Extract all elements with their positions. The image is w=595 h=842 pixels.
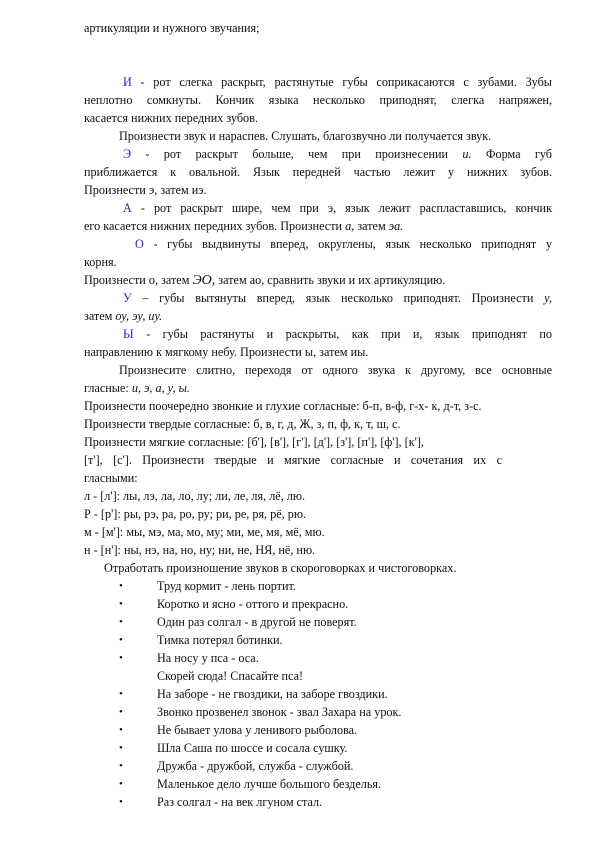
consonants-line-3: Произнести мягкие согласные: [б'], [в'], [г'], [д'], [з'], [п'], [ф'], [к'], xyxy=(84,435,424,449)
list-item: Труд кормит - лень портит. xyxy=(157,579,296,593)
vowel-u-line-1: У – губы вытянуты вперед, язык несколько приподнят. Произнести у, xyxy=(123,291,552,305)
vowel-letter-u: У xyxy=(123,291,132,305)
vowel-i-line-2: неплотно сомкнуты. Кончик языка несколько приподнят, слегка напряжен, xyxy=(84,93,552,107)
bullet-icon: • xyxy=(119,652,123,664)
bullet-icon: • xyxy=(119,706,123,718)
syllable-row: н - [н']: ны, нэ, на, но, ну; ни, не, НЯ, нё, ню. xyxy=(84,543,316,557)
vowel-a-line-1: А - рот раскрыт шире, чем при э, язык лежит распластавшись, кончик xyxy=(123,201,552,215)
consonants-line-2: Произнести твердые согласные: б, в, г, д, Ж, з, п, ф, к, т, ш, с. xyxy=(84,417,401,431)
bullet-icon: • xyxy=(119,742,123,754)
bullet-icon: • xyxy=(119,778,123,790)
vowel-e-line-2: приближается к овальной. Язык передней частью лежит у нижних зубов. xyxy=(84,165,552,179)
list-item: Не бывает улова у ленивого рыболова. xyxy=(157,723,358,737)
vowel-letter-i: И xyxy=(123,75,132,89)
vowel-i-line-3: касается нижних передних зубов. xyxy=(84,111,258,125)
bullet-icon: • xyxy=(119,580,123,592)
vowel-y-line-2: направлению к мягкому небу. Произнести ы, затем иы. xyxy=(84,345,369,359)
bullet-icon: • xyxy=(119,796,123,808)
vowel-i-line-1: И - рот слегка раскрыт, растянутые губы соприкасаются с зубами. Зубы xyxy=(123,75,552,89)
bullet-icon: • xyxy=(119,688,123,700)
practice-intro: Отработать произношение звуков в скороговорках и чистоговорках. xyxy=(104,561,457,575)
consonants-line-5: гласными: xyxy=(84,471,138,485)
vowel-y-line-1: Ы - губы растянуты и раскрыты, как при и, язык приподнят по xyxy=(123,327,552,341)
list-item: Дружба - дружбой, служба - службой. xyxy=(157,759,354,773)
bullet-icon: • xyxy=(119,616,123,628)
list-item: Один раз солгал - в другой не поверят. xyxy=(157,615,357,629)
vowel-letter-y: Ы xyxy=(123,327,134,341)
vowel-o-line-2: корня. xyxy=(84,255,117,269)
bullet-icon: • xyxy=(119,724,123,736)
list-item-continuation: Скорей сюда! Спасайте пса! xyxy=(157,669,304,683)
vowel-o-line-3: Произнести о, затем ЭО, затем ао, сравнить звуки и их артикуляцию. xyxy=(84,273,446,288)
vowel-o-line-1: О - губы выдвинуты вперед, округлены, язык несколько приподнят у xyxy=(135,237,552,251)
smooth-line-2: гласные: и, э, а, у, ы. xyxy=(84,381,190,395)
consonants-line-1: Произнести поочередно звонкие и глухие согласные: б-п, в-ф, г-х- к, д-т, з-с. xyxy=(84,399,482,413)
vowel-e-line-3: Произнести э, затем иэ. xyxy=(84,183,207,197)
list-item: На носу у пса - оса. xyxy=(157,651,259,665)
list-item: Коротко и ясно - оттого и прекрасно. xyxy=(157,597,349,611)
vowel-i-line-4: Произнести звук и нараспев. Слушать, благозвучно ли получается звук. xyxy=(119,129,492,143)
header-fragment: артикуляции и нужного звучания; xyxy=(84,21,260,35)
list-item: Шла Саша по шоссе и сосала сушку. xyxy=(157,741,348,755)
vowel-a-line-2: его касается нижних передних зубов. Произнести а, затем эа. xyxy=(84,219,404,233)
syllable-row: м - [м']: мы, мэ, ма, мо, му; ми, ме, мя, мё, мю. xyxy=(84,525,325,539)
list-item: Раз солгал - на век лгуном стал. xyxy=(157,795,323,809)
vowel-letter-a: А xyxy=(123,201,132,215)
list-item: На заборе - не гвоздики, на заборе гвоздики. xyxy=(157,687,388,701)
bullet-icon: • xyxy=(119,760,123,772)
vowel-e-line-1: Э - рот раскрыт больше, чем при произнесении и. Форма губ xyxy=(123,147,552,161)
bullet-icon: • xyxy=(119,634,123,646)
list-item: Тимка потерял ботинки. xyxy=(157,633,283,647)
vowel-letter-e: Э xyxy=(123,147,132,161)
list-item: Маленькое дело лучше большого безделья. xyxy=(157,777,382,791)
vowel-letter-o: О xyxy=(135,237,144,251)
vowel-u-line-2: затем оу, эу, иу. xyxy=(84,309,163,323)
bullet-icon: • xyxy=(119,598,123,610)
smooth-line-1: Произнесите слитно, переходя от одного звука к другому, все основные xyxy=(119,363,552,377)
syllable-row: л - [л']: лы, лэ, ла, ло, лу; ли, ле, ля, лё, лю. xyxy=(84,489,306,503)
consonants-line-4: [т'], [с']. Произнести твердые и мягкие согласные и сочетания их с xyxy=(84,453,502,467)
list-item: Звонко прозвенел звонок - звал Захара на урок. xyxy=(157,705,402,719)
syllable-row: Р - [р']: ры, рэ, ра, ро, ру; ри, ре, ря, рё, рю. xyxy=(84,507,306,521)
